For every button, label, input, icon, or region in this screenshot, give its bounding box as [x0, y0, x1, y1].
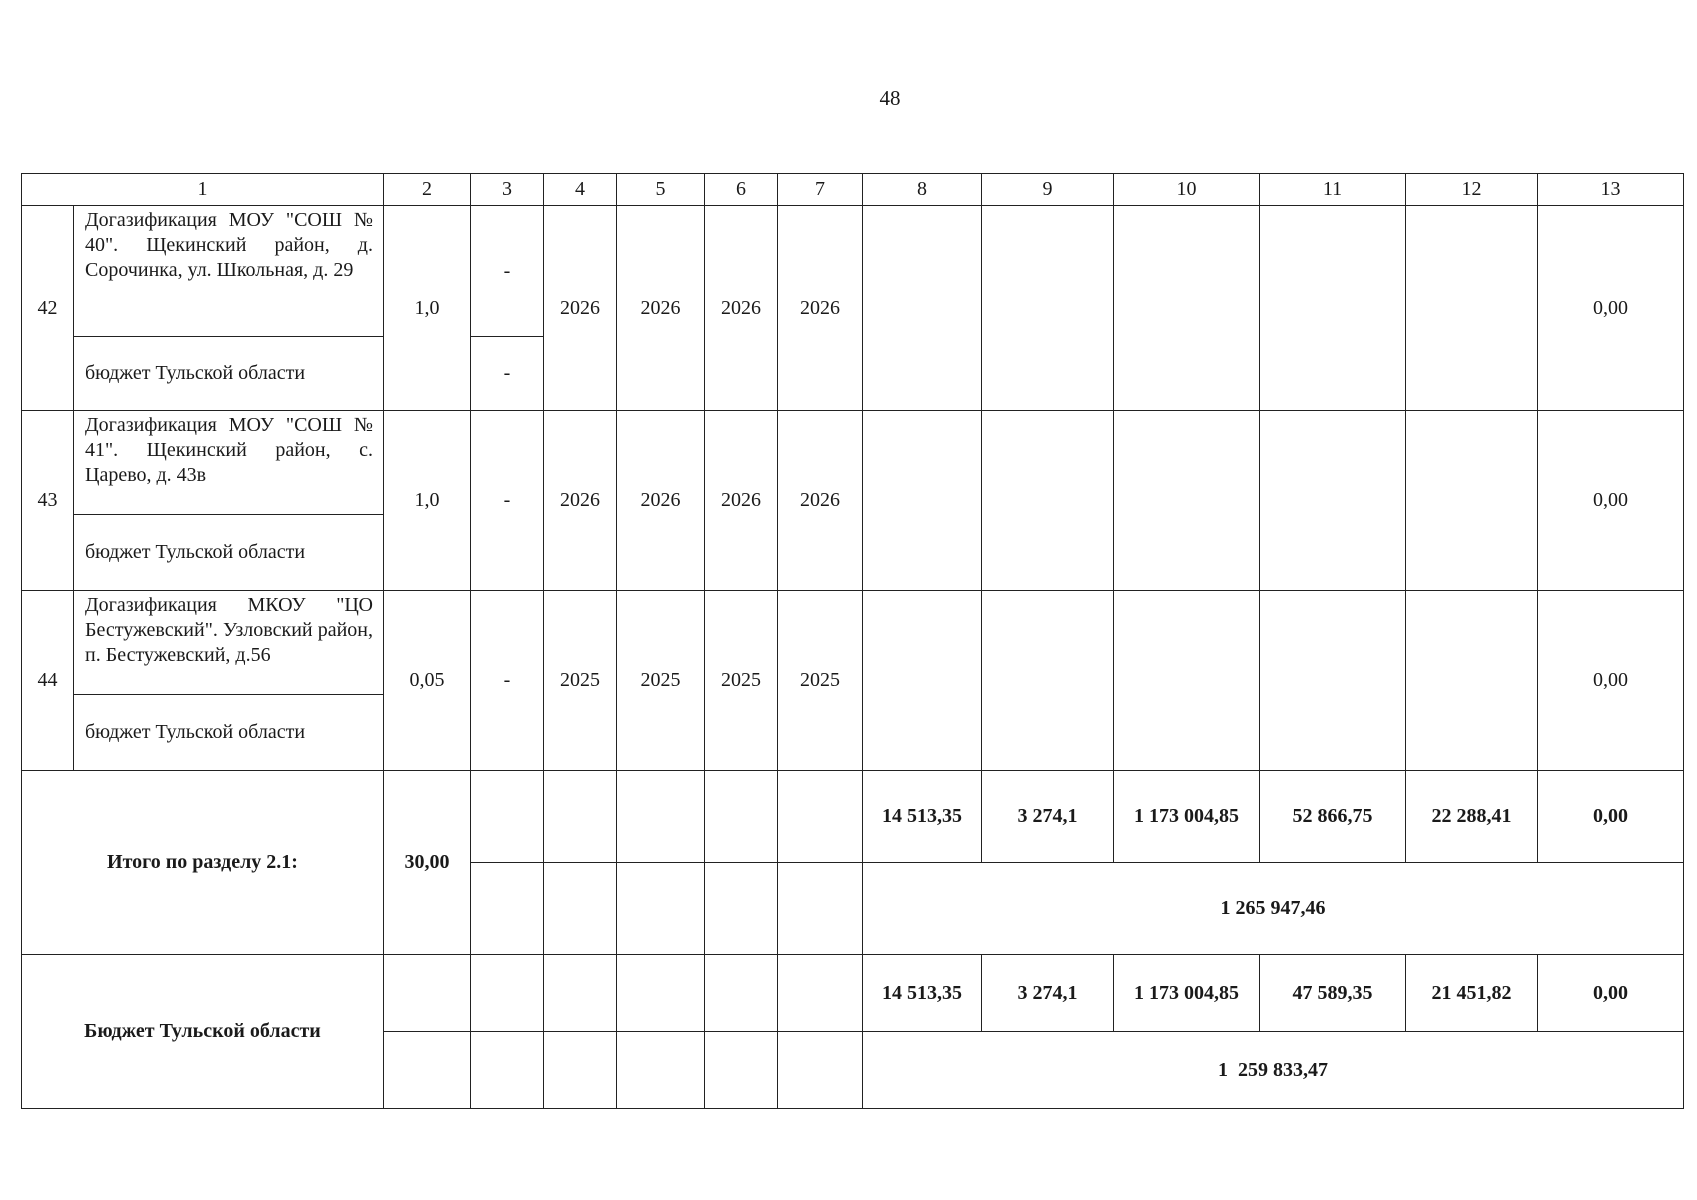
cell-empty	[384, 1032, 471, 1109]
cell-empty	[863, 206, 982, 411]
cell-empty	[982, 411, 1114, 591]
cell-total: 0,00	[1538, 591, 1684, 771]
total-section-c10: 1 173 004,85	[1114, 771, 1260, 863]
cell-empty	[1406, 206, 1538, 411]
cell-empty	[1260, 591, 1406, 771]
cell-c3: -	[471, 591, 544, 771]
col-header: 11	[1260, 174, 1406, 206]
row-budget-source: бюджет Тульской области	[74, 337, 384, 411]
cell-empty	[617, 1032, 705, 1109]
col-header: 5	[617, 174, 705, 206]
cell-year: 2026	[544, 206, 617, 411]
total-budget-label: Бюджет Тульской области	[22, 955, 384, 1109]
cell-empty	[384, 955, 471, 1032]
cell-year: 2025	[544, 591, 617, 771]
col-header: 10	[1114, 174, 1260, 206]
total-section-c13: 0,00	[1538, 771, 1684, 863]
cell-empty	[1114, 591, 1260, 771]
total-budget-c10: 1 173 004,85	[1114, 955, 1260, 1032]
cell-empty	[705, 1032, 778, 1109]
cell-empty	[617, 771, 705, 863]
cell-empty	[778, 771, 863, 863]
table-row	[22, 591, 1684, 695]
col-header: 6	[705, 174, 778, 206]
cell-year: 2026	[705, 411, 778, 591]
cell-empty	[471, 1032, 544, 1109]
table-row	[22, 206, 1684, 337]
cell-empty	[1260, 206, 1406, 411]
data-table	[21, 173, 1684, 1109]
cell-empty	[1406, 411, 1538, 591]
cell-empty	[1114, 411, 1260, 591]
cell-empty	[705, 771, 778, 863]
cell-empty	[778, 1032, 863, 1109]
cell-empty	[544, 863, 617, 955]
total-budget-c11: 47 589,35	[1260, 955, 1406, 1032]
total-budget-c13: 0,00	[1538, 955, 1684, 1032]
row-number: 44	[22, 591, 74, 771]
total-section-c9: 3 274,1	[982, 771, 1114, 863]
col-header: 9	[982, 174, 1114, 206]
cell-total: 0,00	[1538, 206, 1684, 411]
total-budget-c12: 21 451,82	[1406, 955, 1538, 1032]
cell-empty	[617, 955, 705, 1032]
cell-empty	[1406, 591, 1538, 771]
cell-year: 2026	[617, 206, 705, 411]
cell-total: 0,00	[1538, 411, 1684, 591]
cell-empty	[471, 771, 544, 863]
col-header: 8	[863, 174, 982, 206]
cell-empty	[863, 591, 982, 771]
cell-year: 2026	[617, 411, 705, 591]
total-budget-c9: 3 274,1	[982, 955, 1114, 1032]
total-budget-row	[22, 955, 1684, 1032]
total-section-c8: 14 513,35	[863, 771, 982, 863]
cell-capacity: 1,0	[384, 411, 471, 591]
cell-empty	[982, 591, 1114, 771]
total-section-row	[22, 771, 1684, 863]
row-description: Догазификация МОУ "СОШ № 40". Щекинский район, д. Сорочинка, ул. Школьная, д. 29	[74, 206, 384, 337]
cell-empty	[778, 863, 863, 955]
cell-empty	[544, 955, 617, 1032]
col-header: 13	[1538, 174, 1684, 206]
cell-empty	[1114, 206, 1260, 411]
cell-year: 2026	[544, 411, 617, 591]
cell-capacity: 0,05	[384, 591, 471, 771]
cell-c3: -	[471, 337, 544, 411]
total-section-label: Итого по разделу 2.1:	[22, 771, 384, 955]
col-header: 7	[778, 174, 863, 206]
cell-empty	[471, 863, 544, 955]
table-row	[22, 411, 1684, 515]
cell-year: 2026	[778, 206, 863, 411]
total-section-c11: 52 866,75	[1260, 771, 1406, 863]
cell-year: 2025	[778, 591, 863, 771]
cell-year: 2025	[617, 591, 705, 771]
cell-year: 2025	[705, 591, 778, 771]
cell-year: 2026	[705, 206, 778, 411]
cell-empty	[705, 863, 778, 955]
col-header: 3	[471, 174, 544, 206]
row-budget-source: бюджет Тульской области	[74, 695, 384, 771]
cell-year: 2026	[778, 411, 863, 591]
total-section-sum: 1 265 947,46	[863, 863, 1684, 955]
cell-empty	[982, 206, 1114, 411]
row-description: Догазификация МОУ "СОШ № 41". Щекинский район, с. Царево, д. 43в	[74, 411, 384, 515]
header-row	[22, 174, 1684, 206]
page-number: 48	[879, 86, 901, 110]
cell-c3: -	[471, 411, 544, 591]
row-number: 43	[22, 411, 74, 591]
cell-empty	[544, 1032, 617, 1109]
cell-empty	[1260, 411, 1406, 591]
row-budget-source: бюджет Тульской области	[74, 515, 384, 591]
cell-empty	[471, 955, 544, 1032]
col-header: 2	[384, 174, 471, 206]
cell-capacity: 1,0	[384, 206, 471, 411]
cell-empty	[863, 411, 982, 591]
total-section-capacity: 30,00	[384, 771, 471, 955]
col-header: 12	[1406, 174, 1538, 206]
total-budget-c8: 14 513,35	[863, 955, 982, 1032]
cell-empty	[705, 955, 778, 1032]
cell-empty	[617, 863, 705, 955]
row-description: Догазификация МКОУ "ЦО Бестужевский". Узловский район, п. Бестужевский, д.56	[74, 591, 384, 695]
total-section-c12: 22 288,41	[1406, 771, 1538, 863]
col-header: 1	[22, 174, 384, 206]
col-header: 4	[544, 174, 617, 206]
row-number: 42	[22, 206, 74, 411]
cell-empty	[778, 955, 863, 1032]
cell-c3: -	[471, 206, 544, 337]
cell-empty	[544, 771, 617, 863]
total-budget-sum: 1 259 833,47	[863, 1032, 1684, 1109]
